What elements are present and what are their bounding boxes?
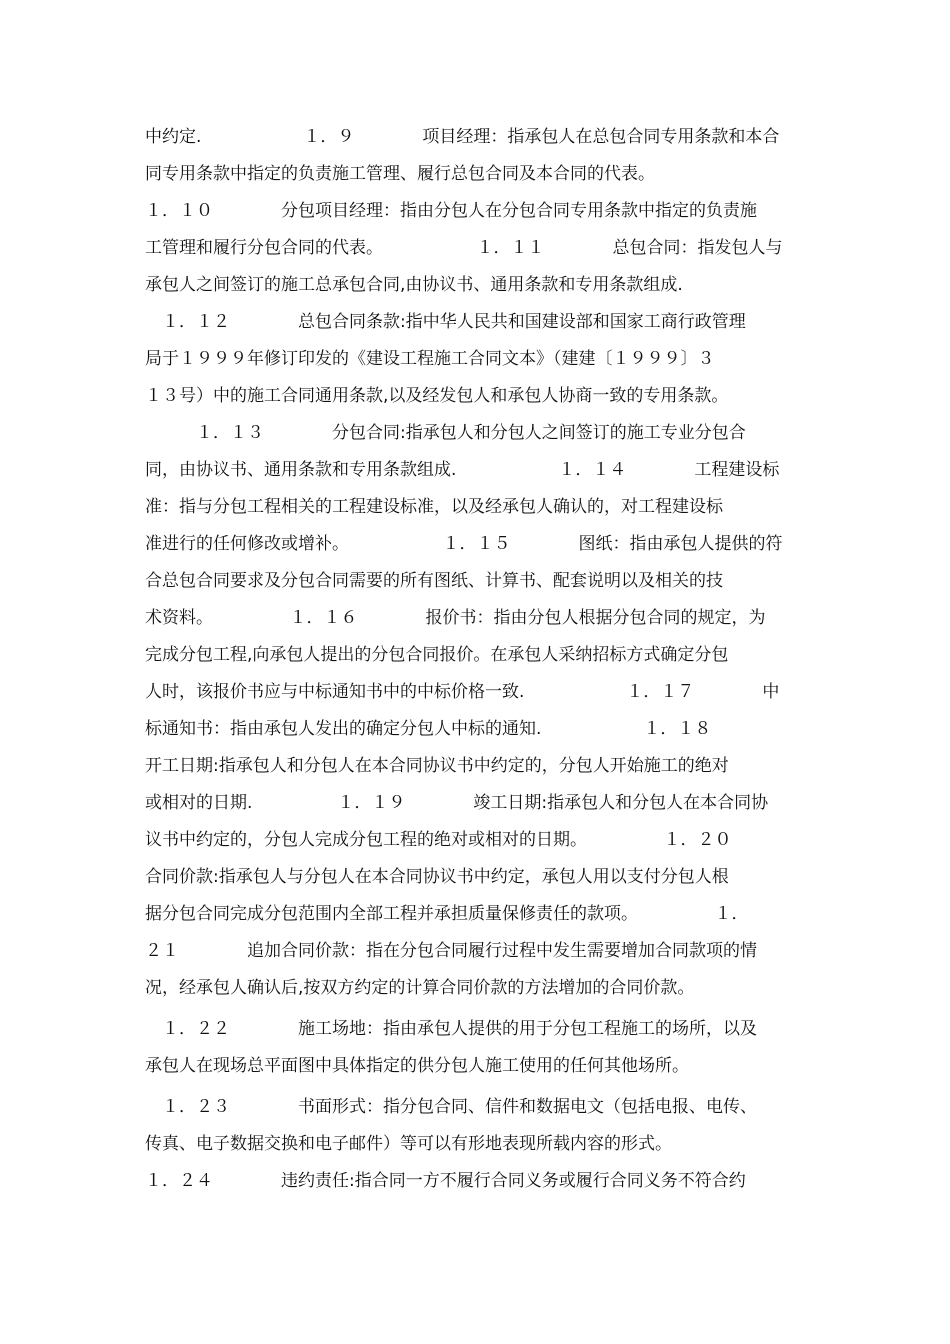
text-line: 同专用条款中指定的负责施工管理、履行总包合同及本合同的代表。 [145, 164, 655, 184]
text-line: １．２４ 违约责任:指合同一方不履行合同义务或履行合同义务不符合约 [145, 1171, 746, 1191]
text-line: １３号）中的施工合同通用条款,以及经发包人和承包人协商一致的专用条款。 [145, 386, 729, 406]
text-line: 传真、电子数据交换和电子邮件）等可以有形地表现所载内容的形式。 [145, 1134, 672, 1154]
text-line: 局于１９９９年修订印发的《建设工程施工合同文本》（建建〔１９９９〕３ [145, 349, 715, 369]
text-line: 完成分包工程,向承包人提出的分包合同报价。在承包人采纳招标方式确定分包 [145, 645, 729, 665]
text-line: 人时，该报价书应与中标通知书中的中标价格一致. １．１７ 中 [145, 682, 780, 702]
text-line: 准：指与分包工程相关的工程建设标准，以及经承包人确认的，对工程建设标 [145, 497, 723, 517]
text-line: 准进行的任何修改或增补。 １．１５ 图纸：指由承包人提供的符 [145, 534, 783, 554]
text-line: 况，经承包人确认后,按双方约定的计算合同价款的方法增加的合同价款。 [145, 978, 695, 998]
text-line: １．２２ 施工场地：指由承包人提供的用于分包工程施工的场所，以及 [145, 1019, 757, 1039]
text-line: 同，由协议书、通用条款和专用条款组成. １．１４ 工程建设标 [145, 460, 780, 480]
text-line: 承包人之间签订的施工总承包合同,由协议书、通用条款和专用条款组成. [145, 275, 683, 295]
text-line: ２１ 追加合同价款：指在分包合同履行过程中发生需要增加合同款项的情 [145, 941, 757, 961]
text-line: １．２３ 书面形式：指分包合同、信件和数据电文（包括电报、电传、 [145, 1097, 757, 1117]
text-line: １．１２ 总包合同条款:指中华人民共和国建设部和国家工商行政管理 [145, 312, 746, 332]
text-line: 术资料。 １．１６ 报价书：指由分包人根据分包合同的规定，为 [145, 608, 766, 628]
text-line: 承包人在现场总平面图中具体指定的供分包人施工使用的任何其他场所。 [145, 1056, 689, 1076]
text-line: 议书中约定的，分包人完成分包工程的绝对或相对的日期。 １．２０ [145, 830, 732, 850]
text-line: 据分包合同完成分包范围内全部工程并承担质量保修责任的款项。 １． [145, 904, 749, 924]
text-line: 开工日期:指承包人和分包人在本合同协议书中约定的，分包人开始施工的绝对 [145, 756, 729, 776]
text-line: 标通知书：指由承包人发出的确定分包人中标的通知. １．１８ [145, 719, 712, 739]
text-line: 中约定. １．９ 项目经理：指承包人在总包合同专用条款和本合 [145, 127, 780, 147]
text-line: 合总包合同要求及分包合同需要的所有图纸、计算书、配套说明以及相关的技 [145, 571, 723, 591]
text-line: １．１３ 分包合同:指承包人和分包人之间签订的施工专业分包合 [145, 423, 746, 443]
text-line: 工管理和履行分包合同的代表。 １．１１ 总包合同：指发包人与 [145, 238, 783, 258]
text-line: 或相对的日期. １．１９ 竣工日期:指承包人和分包人在本合同协 [145, 793, 769, 813]
text-line: 合同价款:指承包人与分包人在本合同协议书中约定，承包人用以支付分包人根 [145, 867, 729, 887]
text-line: １．１０ 分包项目经理：指由分包人在分包合同专用条款中指定的负责施 [145, 201, 757, 221]
